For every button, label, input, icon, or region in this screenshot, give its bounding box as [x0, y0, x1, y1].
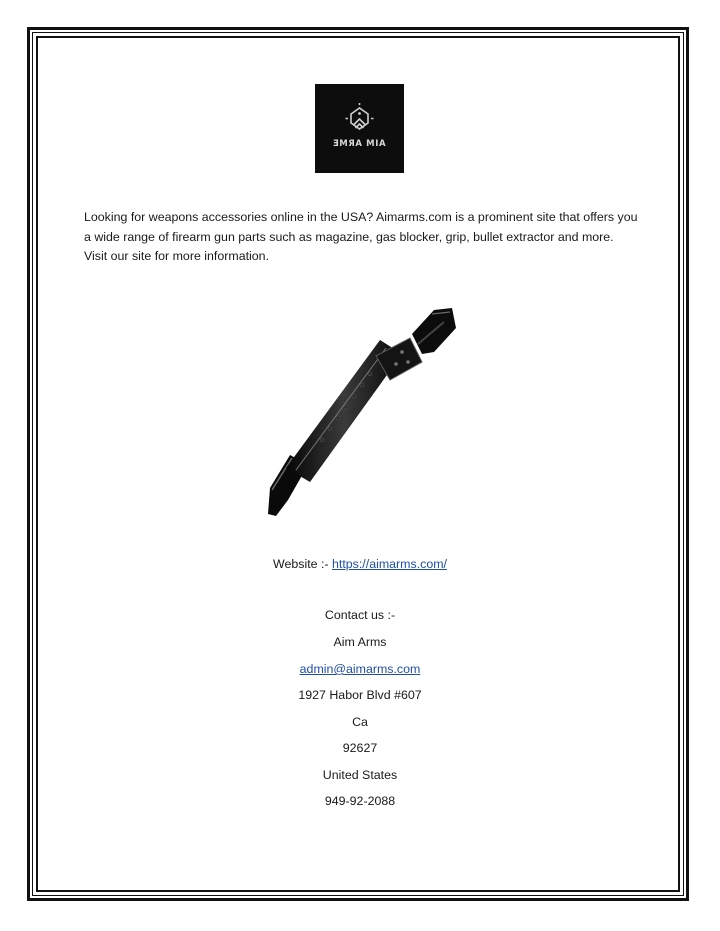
contact-email-link[interactable]: admin@aimarms.com: [299, 662, 421, 676]
contact-phone: 949-92-2088: [324, 794, 396, 808]
contact-email-line: [0, 661, 720, 677]
contact-company: Aim Arms: [333, 635, 387, 649]
intro-paragraph: Looking for weapons accessories online in the USA? Aimarms.com is a prominent site that offers you a wide range of firearm gun parts such as magazine, gas blocker, grip, bullet extractor and more. Visit our site for more information.: [84, 210, 638, 263]
bolt-carrier-group-image: [262, 300, 458, 520]
brand-logo: [315, 84, 404, 173]
contact-heading: Contact us :-: [324, 608, 396, 622]
website-label: Website :-: [273, 557, 332, 571]
website-line: [0, 556, 720, 572]
contact-country: United States: [322, 768, 398, 782]
logo-emblem-icon: [315, 84, 404, 173]
contact-state: Ca: [352, 715, 368, 729]
logo-wordmark: ƎMЯA MIA: [332, 139, 387, 149]
contact-address: 1927 Habor Blvd #607: [298, 688, 422, 702]
contact-zip: 92627: [342, 741, 378, 755]
website-link[interactable]: https://aimarms.com/: [332, 557, 447, 571]
